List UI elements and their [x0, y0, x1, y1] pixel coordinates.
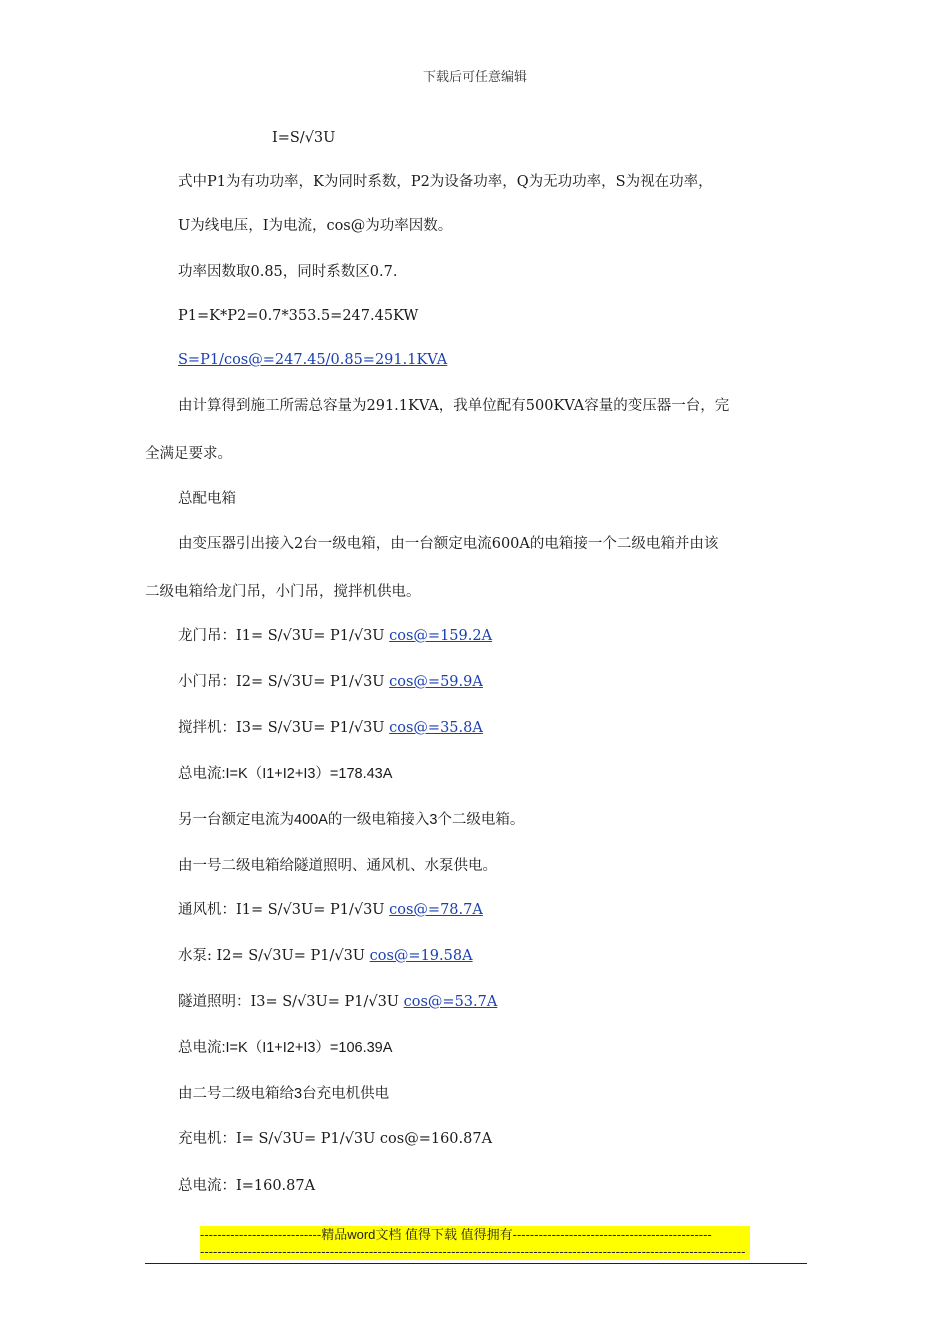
mixer-formula: 搅拌机：I3= S/√3U= P1/√3U — [178, 720, 390, 736]
fan-link[interactable]: cos@=78.7A — [389, 902, 483, 918]
crane-line — [178, 626, 492, 646]
pump-link[interactable]: cos@=19.58A — [369, 948, 473, 964]
crane-link[interactable]: cos@=159.2A — [389, 628, 493, 644]
factor-line: 功率因数取0.85，同时系数区0.7. — [178, 264, 398, 280]
fan-line — [178, 900, 483, 920]
description-line-1: 由变压器引出接入2台一级电箱，由一台额定电流600A的电箱接一个二级电箱并由该 — [178, 536, 719, 552]
mixer-line — [178, 718, 483, 738]
lighting-line — [178, 992, 497, 1012]
footer-banner-line-1: ----------------------------精品word文档 值得下载 值得拥有---------------------------------------------- — [200, 1227, 712, 1242]
total-current-2: 总电流:I=K（I1+I2+I3）=106.39A — [178, 1040, 393, 1056]
other-box-line: 另一台额定电流为400A的一级电箱接入3个二级电箱。 — [178, 812, 525, 828]
calc-s-link[interactable] — [178, 350, 447, 370]
total-current-1: 总电流:I=K（I1+I2+I3）=178.43A — [178, 766, 393, 782]
small-crane-formula: 小门吊：I2= S/√3U= P1/√3U — [178, 674, 390, 690]
description-line-2: 二级电箱给龙门吊，小门吊，搅拌机供电。 — [145, 584, 421, 600]
footer-banner — [200, 1226, 750, 1260]
lighting-formula: 隧道照明：I3= S/√3U= P1/√3U — [178, 994, 404, 1010]
header-note: 下载后可任意编辑 — [422, 70, 527, 85]
charger-line: 充电机：I= S/√3U= P1/√3U cos@=160.87A — [178, 1131, 493, 1147]
mixer-link[interactable]: cos@=35.8A — [389, 720, 483, 736]
result-line-1: 由计算得到施工所需总容量为291.1KVA，我单位配有500KVA容量的变压器一台，完 — [178, 398, 730, 414]
calc-p1: P1=K*P2=0.7*353.5=247.45KW — [178, 308, 419, 324]
explanation-line-1: 式中P1为有功功率，K为同时系数，P2为设备功率，Q为无功功率，S为视在功率， — [178, 174, 713, 190]
small-crane-line — [178, 672, 483, 692]
fan-formula: 通风机：I1= S/√3U= P1/√3U — [178, 902, 390, 918]
formula-current: I=S/√3U — [272, 130, 336, 146]
total-current-3: 总电流：I=160.87A — [178, 1178, 316, 1194]
section-title: 总配电箱 — [178, 491, 236, 507]
crane-formula: 龙门吊：I1= S/√3U= P1/√3U — [178, 628, 390, 644]
small-crane-link[interactable]: cos@=59.9A — [389, 674, 483, 690]
footer-divider — [145, 1263, 807, 1264]
lighting-link[interactable]: cos@=53.7A — [403, 994, 498, 1010]
result-line-2: 全满足要求。 — [145, 446, 232, 462]
explanation-line-2: U为线电压，I为电流，cos@为功率因数。 — [178, 218, 453, 234]
box2-description: 由二号二级电箱给3台充电机供电 — [178, 1086, 390, 1102]
footer-banner-line-2: ------------------------------------------------------------------------------------------------------------------------------ — [200, 1244, 746, 1259]
pump-line — [178, 946, 473, 966]
box1-description: 由一号二级电箱给隧道照明、通风机、水泵供电。 — [178, 858, 497, 874]
pump-formula: 水泵: I2= S/√3U= P1/√3U — [178, 948, 370, 964]
calc-s-link-text[interactable]: S=P1/cos@=247.45/0.85=291.1KVA — [178, 352, 448, 368]
